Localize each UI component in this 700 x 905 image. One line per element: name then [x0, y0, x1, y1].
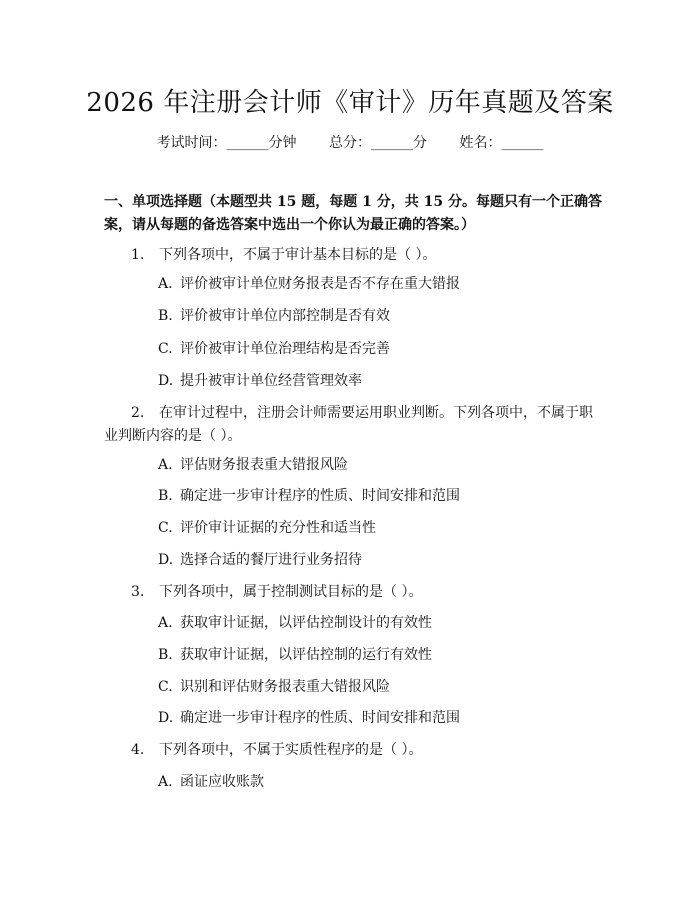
option-letter: A.: [158, 276, 173, 292]
total-score: 总分：______分: [329, 135, 427, 151]
question-2-option-c: [158, 518, 598, 538]
question-number: 4.: [131, 742, 145, 758]
question-text: 下列各项中，不属于审计基本目标的是（ ）。: [159, 247, 437, 263]
exam-time: 考试时间：______分钟: [156, 135, 297, 151]
question-text: 在审计过程中，注册会计师需要运用职业判断。下列各项中，不属于职业判断内容的是（ ）。: [104, 405, 593, 444]
question-3-option-d: [158, 708, 598, 728]
option-text: 确定进一步审计程序的性质、时间安排和范围: [180, 710, 460, 726]
document-title: 2026 年注册会计师《审计》历年真题及答案: [86, 88, 614, 118]
section-heading: 一、单项选择题（本题型共 15 题，每题 1 分，共 15 分。每题只有一个正确答案，请从每题的备选答案中选出一个你认为最正确的答案。）: [104, 194, 602, 233]
option-text: 评估财务报表重大错报风险: [180, 457, 348, 473]
student-name: 姓名：______: [459, 135, 544, 151]
question-2: [104, 402, 602, 448]
option-text: 评价审计证据的充分性和适当性: [180, 520, 376, 536]
question-3-option-a: [158, 613, 598, 633]
question-3: [104, 581, 602, 604]
question-1-option-d: [158, 371, 598, 391]
question-1-option-c: [158, 339, 598, 359]
option-text: 获取审计证据，以评估控制的运行有效性: [180, 647, 432, 663]
option-text: 评价被审计单位内部控制是否有效: [180, 308, 390, 324]
option-letter: D.: [158, 552, 174, 568]
option-letter: B.: [158, 488, 173, 504]
option-letter: C.: [158, 679, 173, 695]
question-2-option-a: [158, 455, 598, 475]
option-text: 评价被审计单位治理结构是否完善: [180, 341, 390, 357]
option-text: 确定进一步审计程序的性质、时间安排和范围: [180, 488, 460, 504]
question-1-option-b: [158, 306, 598, 326]
exam-meta: [0, 132, 700, 152]
option-letter: C.: [158, 520, 173, 536]
option-letter: B.: [158, 647, 173, 663]
question-text: 下列各项中，不属于实质性程序的是（ ）。: [159, 742, 423, 758]
question-3-option-b: [158, 645, 598, 665]
option-letter: B.: [158, 308, 173, 324]
option-text: 选择合适的餐厅进行业务招待: [180, 552, 362, 568]
option-letter: A.: [158, 457, 173, 473]
question-3-option-c: [158, 677, 598, 697]
question-4: [104, 739, 602, 762]
question-4-option-a: [158, 772, 598, 792]
option-text: 提升被审计单位经营管理效率: [180, 373, 362, 389]
question-number: 2.: [131, 405, 145, 421]
option-letter: D.: [158, 710, 174, 726]
option-letter: C.: [158, 341, 173, 357]
option-text: 函证应收账款: [180, 774, 264, 790]
option-letter: A.: [158, 615, 173, 631]
question-text: 下列各项中，属于控制测试目标的是（ ）。: [159, 584, 423, 600]
option-text: 识别和评估财务报表重大错报风险: [180, 679, 390, 695]
option-letter: D.: [158, 373, 174, 389]
question-1-option-a: [158, 274, 598, 294]
question-1: [104, 244, 602, 267]
question-number: 3.: [131, 584, 145, 600]
question-2-option-b: [158, 486, 598, 506]
option-text: 评价被审计单位财务报表是否不存在重大错报: [180, 276, 460, 292]
question-2-option-d: [158, 550, 598, 570]
option-letter: A.: [158, 774, 173, 790]
question-number: 1.: [131, 247, 145, 263]
option-text: 获取审计证据，以评估控制设计的有效性: [180, 615, 432, 631]
